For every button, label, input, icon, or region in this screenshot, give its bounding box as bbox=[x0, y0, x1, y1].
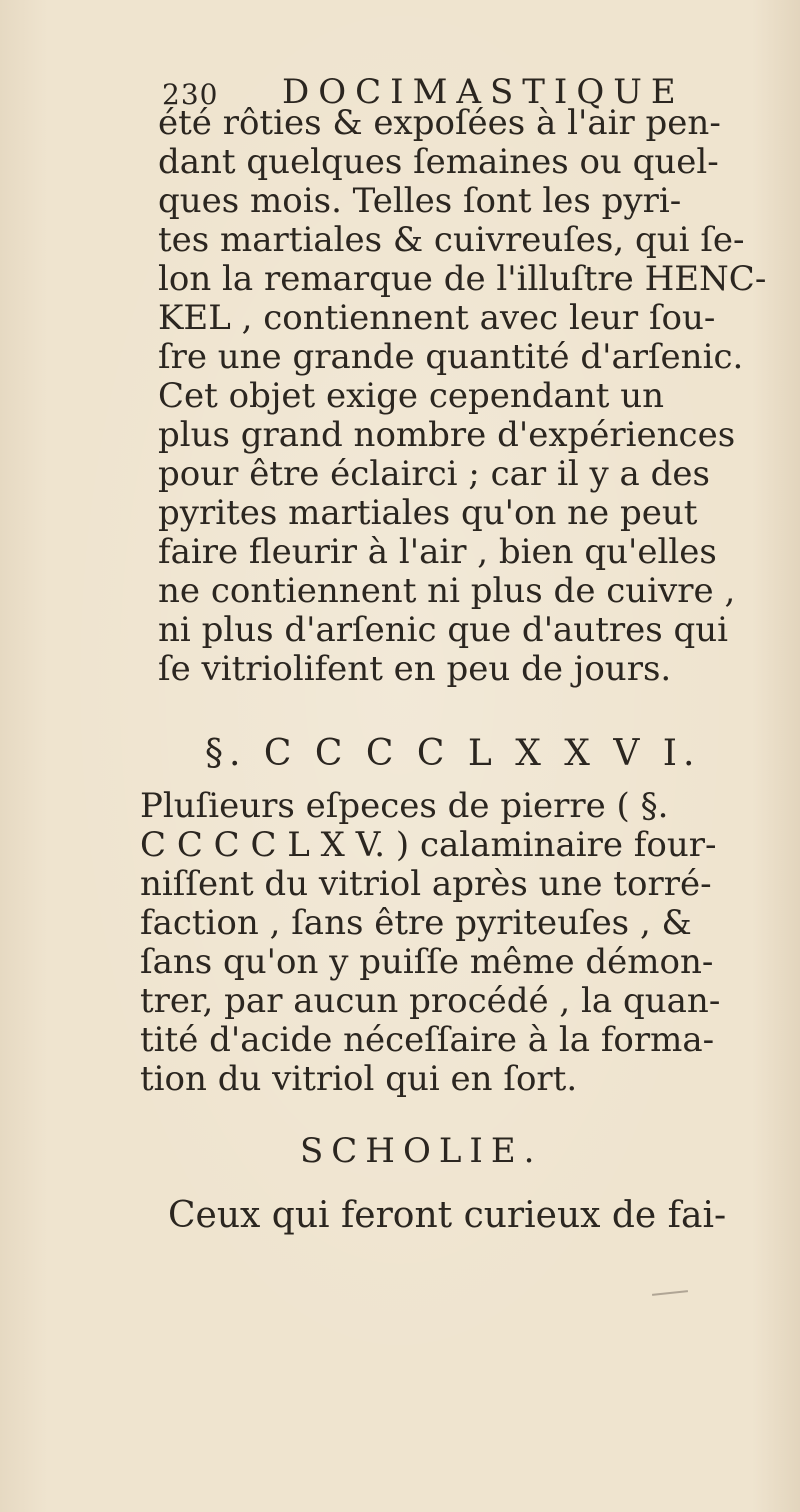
text-line: ni plus d'arſenic que d'autres qui bbox=[158, 610, 729, 650]
page-number: 230 bbox=[162, 78, 219, 111]
scholie-first-line: Ceux qui feront curieux de fai- bbox=[168, 1195, 727, 1236]
text-line: niſſent du vitriol après une torré- bbox=[140, 864, 712, 904]
paragraph-1 bbox=[158, 103, 767, 689]
text-line: tes martiales & cuivreuſes, qui ſe- bbox=[158, 220, 745, 260]
text-line: C C C C L X V. ) calaminaire four- bbox=[140, 825, 717, 865]
section-heading: §. C C C C L X X V I. bbox=[205, 733, 701, 774]
text-line: lon la remarque de l'illuſtre HENC- bbox=[158, 259, 767, 299]
text-line: dant quelques ſemaines ou quel- bbox=[158, 142, 719, 182]
ink-mark bbox=[652, 1290, 688, 1296]
text-line: été rôties & expoſées à l'air pen- bbox=[158, 103, 721, 143]
text-line: pour être éclairci ; car il y a des bbox=[158, 454, 710, 494]
text-line: tion du vitriol qui en ſort. bbox=[140, 1059, 578, 1099]
text-line: ne contiennent ni plus de cuivre , bbox=[158, 571, 736, 611]
text-line: trer, par aucun procédé , la quan- bbox=[140, 981, 721, 1021]
text-line: plus grand nombre d'expériences bbox=[158, 415, 736, 455]
text-line: ſans qu'on y puiſſe même démon- bbox=[140, 942, 714, 982]
text-line: Cet objet exige cependant un bbox=[158, 376, 664, 416]
text-line: Pluſieurs eſpeces de pierre ( §. bbox=[140, 786, 669, 826]
text-line: pyrites martiales qu'on ne peut bbox=[158, 493, 698, 533]
text-line: tité d'acide néceſſaire à la forma- bbox=[140, 1020, 715, 1060]
text-line: faire fleurir à l'air , bien qu'elles bbox=[158, 532, 717, 572]
running-title: DOCIMASTIQUE bbox=[282, 72, 685, 112]
text-line: ſre une grande quantité d'arſenic. bbox=[158, 337, 744, 377]
text-line: ques mois. Telles ſont les pyri- bbox=[158, 181, 682, 221]
scholie-heading: SCHOLIE. bbox=[300, 1131, 543, 1171]
text-line: KEL , contiennent avec leur ſou- bbox=[158, 298, 716, 338]
text-line: faction , ſans être pyriteuſes , & bbox=[140, 903, 692, 943]
text-line: ſe vitriolifent en peu de jours. bbox=[158, 649, 672, 689]
paragraph-2 bbox=[140, 787, 740, 1099]
